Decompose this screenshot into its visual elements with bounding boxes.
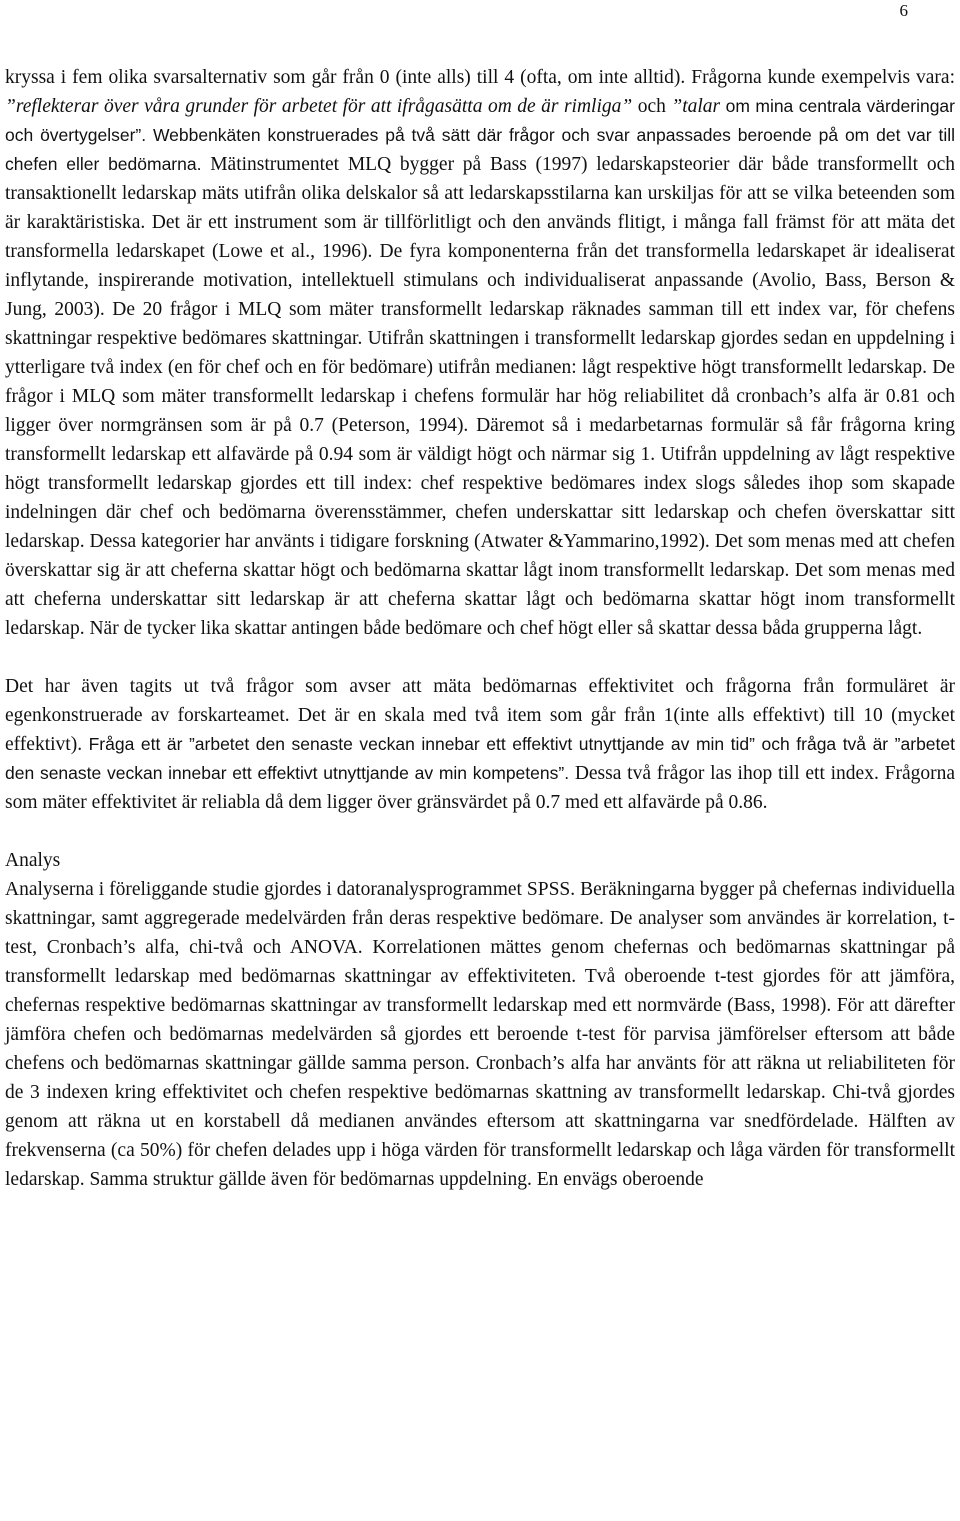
paragraph-gap <box>5 643 955 672</box>
paragraph-method-mlq <box>5 63 955 643</box>
quoted-item-1: ”reflekterar över våra grunder för arbetet för att ifrågasätta om de är rimliga” <box>5 96 633 117</box>
paragraph-gap <box>5 817 955 846</box>
paragraph-effectiveness <box>5 672 955 817</box>
text-segment: Dessa två frågor las ihop till ett index. Frågorna som mäter effektivitet är reliabla då dem ligger över gränsvärdet på 0.7 med ett alfavärde på 0.86. <box>5 763 955 813</box>
document-body <box>5 63 955 1194</box>
quoted-item-2: ”talar <box>671 96 721 117</box>
text-segment: Mätinstrumentet MLQ bygger på Bass (1997) ledarskapsteorier där både transformellt och transaktionellt ledarskap mäts utifrån olika delskalor så att ledarskapsstilarna kan urskiljas för att se vilka beteenden som är karaktäristiska. Det är ett instrument som är tillförlitligt och den används flitigt, i många fall främst för att mäta det transformella ledarskapet (Lowe et al., 1996). De fyra komponenterna från det transformella ledarskapet är idealiserat inflytande, inspirerande motivation, intellektuell stimulans och individualiserat anpassande (Avolio, Bass, Berson & Jung, 2003). De 20 frågor i MLQ som mäter transformellt ledarskap räknades samman till ett index var, för chefens skattningar respektive bedömares skattningar. Utifrån skattningen i transformellt ledarskap gjordes sedan en uppdelning i ytterligare två index (en för chef och en för bedömare) utifrån medianen: lågt respektive högt transformellt ledarskap. De frågor i MLQ som mäter transformellt ledarskap i chefens formulär har hög reliabilitet då cronbach’s alfa är 0.81 och ligger över normgränsen som är på 0.7 (Peterson, 1994). Däremot så i medarbetarnas formulär så får frågorna kring transformellt ledarskap ett alfavärde på 0.94 som är väldigt högt och närmar sig 1. Utifrån uppdelning av lågt respektive högt transformellt ledarskap gjordes ett till index: chef respektive bedömares index slogs således ihop som skapade indelningen där chef och bedömarna överensstämmer, chefen underskattar sitt ledarskap och chefen överskattar sitt ledarskap. Dessa kategorier har använts i tidigare forskning (Atwater &Yammarino,1992). Det som menas med att chefen överskattar sig är att cheferna skattar högt och bedömarna skattar lågt inom transformellt ledarskap. Det som menas med att cheferna underskattar sitt ledarskap är att cheferna skattar lågt och bedömarna skattar högt inom transformellt ledarskap. När de tycker lika skattar antingen både bedömare och chef högt eller så skattar dessa båda grupperna lågt. <box>5 154 955 639</box>
text-segment: kryssa i fem olika svarsalternativ som går från 0 (inte alls) till 4 (ofta, om inte alltid). Frågorna kunde exempelvis vara: <box>5 67 955 88</box>
paragraph-analysis: Analyserna i föreliggande studie gjordes i datoranalysprogrammet SPSS. Beräkningarna bygger på chefernas individuella skattningar, samt aggregerade medelvärden från deras respektive bedömare. De analyser som användes är korrelation, t-test, Cronbach’s alfa, chi-två och ANOVA. Korrelationen mättes genom chefernas och bedömarnas skattningar på transformellt ledarskap med bedömarnas skattningar av effektiviteten. Två oberoende t-test gjordes för att jämföra, chefernas respektive bedömarnas skattningar av transformellt ledarskap med ett normvärde (Bass, 1998). För att därefter jämföra chefen och bedömarnas medelvärden så gjordes ett beroende t-test för parvisa jämförelser eftersom att både chefens och bedömarnas skattningar gällde samma person. Cronbach’s alfa har använts för att räkna ut reliabiliteten för de 3 indexen kring effektivitet och chefen respektive bedömarnas skattning av transformellt ledarskap. Chi-två gjordes genom att räkna ut en korstabell då medianen användes eftersom att skattningarna var snedfördelade. Hälften av frekvenserna (ca 50%) för chefen delades upp i höga värden för transformellt ledarskap och låga värden för transformellt ledarskap. Samma struktur gällde även för bedömarnas uppdelning. En envägs oberoende <box>5 879 955 1190</box>
page-number: 6 <box>899 1 908 20</box>
text-segment: Fråga ett är ”arbetet den senaste veckan innebar ett effektivt utnyttjande av min tid” och fråga två är ”arbetet den senaste veckan innebar ett effektivt utnyttjande av min kompetens”. <box>5 734 955 783</box>
text-segment: Det har även tagits ut två frågor som avser att mäta bedömarnas effektivitet och frågorna från formuläret är egenkonstruerade av forskarteamet. Det är en skala med två item som går från 1(inte alls effektivt) till 10 (mycket effektivt). <box>5 676 955 755</box>
section-heading-analys: Analys <box>5 850 61 871</box>
text-segment: om mina centrala värderingar och övertygelser”. Webbenkäten konstruerades på två sätt där frågor och svar anpassades beroende på om det var till chefen eller bedömarna. <box>5 96 955 174</box>
text-segment: och <box>632 96 672 117</box>
